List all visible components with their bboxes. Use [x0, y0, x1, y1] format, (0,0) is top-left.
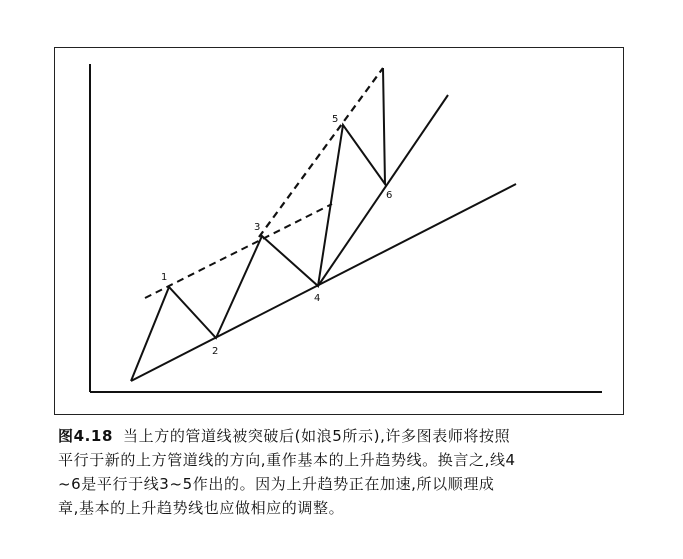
caption-text-1: 当上方的管道线被突破后(如浪5所示),许多图表师将按照 [123, 427, 511, 445]
caption-line-3: ~6是平行于线3~5作出的。因为上升趋势正在加速,所以顺理成 [58, 475, 495, 493]
new-channel-line [259, 68, 383, 237]
point-label-3: 3 [254, 222, 261, 233]
point-label-6: 6 [386, 190, 393, 201]
figure-label: 图4.18 [58, 427, 114, 445]
caption-line-4: 章,基本的上升趋势线也应做相应的调整。 [58, 499, 345, 517]
original-uptrend-line [131, 184, 516, 381]
original-channel-line [145, 204, 332, 298]
point-label-4: 4 [314, 293, 321, 304]
point-label-5: 5 [332, 114, 339, 125]
point-label-2: 2 [212, 346, 219, 357]
point-label-1: 1 [161, 272, 168, 283]
figure-caption [58, 424, 633, 520]
caption-line-1 [58, 424, 633, 448]
caption-line-2: 平行于新的上方管道线的方向,重作基本的上升趋势线。换言之,线4 [58, 451, 516, 469]
